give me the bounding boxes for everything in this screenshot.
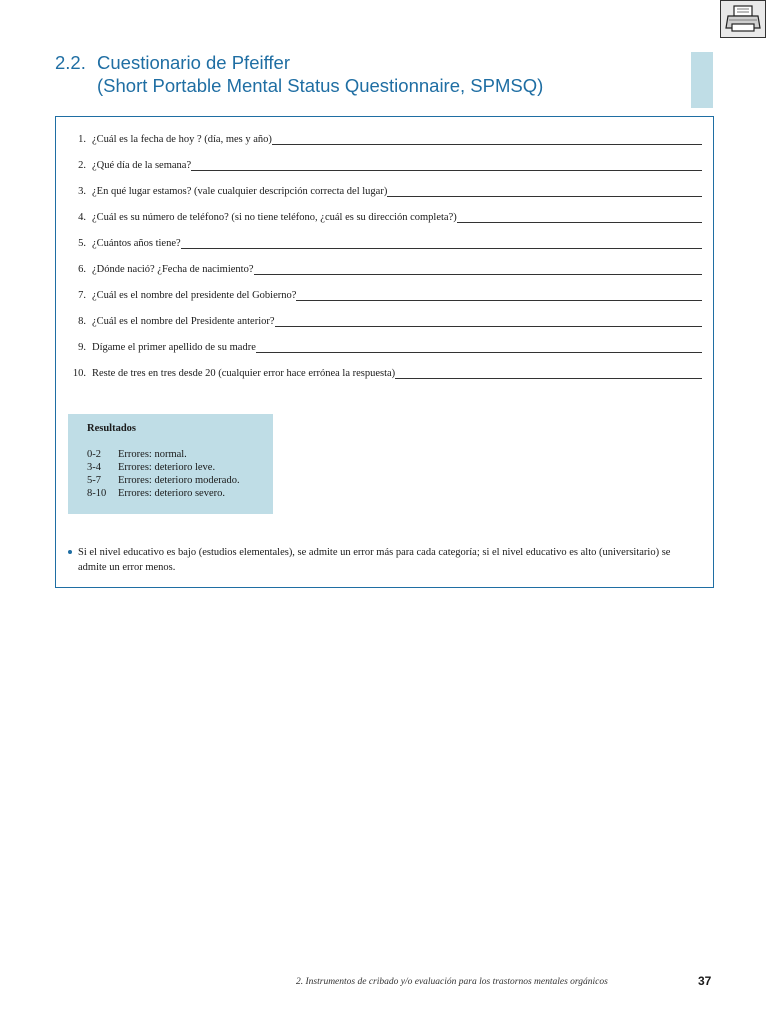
question-text: ¿Cuál es la fecha de hoy ? (día, mes y año) [92,134,272,145]
results-label: Errores: deterioro moderado. [118,475,240,486]
results-row [87,487,225,500]
answer-line[interactable] [181,248,702,249]
question-number: 2. [78,160,86,171]
results-panel [68,414,273,514]
question-item [56,157,713,173]
results-row [87,461,215,474]
results-label: Errores: deterioro severo. [118,488,225,499]
question-item [56,131,713,147]
footer-chapter: 2. Instrumentos de cribado y/o evaluación para los trastornos mentales orgánicos [296,977,608,987]
section-number: 2.2. [55,52,86,73]
results-heading: Resultados [87,423,137,434]
question-text: ¿Qué día de la semana? [92,160,192,171]
question-number: 7. [78,290,86,301]
question-text: Dígame el primer apellido de su madre [92,342,256,353]
answer-line[interactable] [254,274,702,275]
question-text: ¿Cuántos años tiene? [92,238,181,249]
printer-icon [724,4,762,34]
section-heading: Cuestionario de Pfeiffer [97,52,290,73]
question-item [56,209,713,225]
question-text: ¿Dónde nació? ¿Fecha de nacimiento? [92,264,254,275]
question-item [56,365,713,381]
results-range: 8-10 [87,488,107,499]
education-note [68,545,698,575]
question-item [56,287,713,303]
section-title [55,51,685,97]
answer-line[interactable] [395,378,702,379]
question-text: Reste de tres en tres desde 20 (cualquier error hace errónea la respuesta) [92,368,396,379]
question-item [56,235,713,251]
results-row [87,448,187,461]
answer-line[interactable] [296,300,702,301]
question-number: 6. [78,264,86,275]
results-row [87,474,240,487]
results-label: Errores: normal. [118,449,187,460]
accent-bar [691,52,713,108]
question-item [56,261,713,277]
answer-line[interactable] [275,326,702,327]
section-subtitle: (Short Portable Mental Status Questionnaire, SPMSQ) [97,75,544,96]
answer-line[interactable] [457,222,702,223]
question-item [56,313,713,329]
question-number: 10. [72,368,86,379]
results-label: Errores: deterioro leve. [118,462,216,473]
results-range: 5-7 [87,475,101,486]
answer-line[interactable] [272,144,702,145]
page-number: 37 [698,974,712,988]
question-text: ¿Cuál es su número de teléfono? (si no tiene teléfono, ¿cuál es su dirección completa?) [92,212,457,223]
print-button[interactable] [720,0,766,38]
note-text: Si el nivel educativo es bajo (estudios elementales), se admite un error más para cada categoría; si el nivel educativo es alto (universitario) se admite un error menos. [78,547,671,573]
question-number: 4. [78,212,86,223]
bullet-icon [68,550,72,554]
answer-line[interactable] [256,352,702,353]
question-item [56,339,713,355]
question-text: ¿Cuál es el nombre del presidente del Gobierno? [92,290,297,301]
results-range: 3-4 [87,462,101,473]
question-number: 5. [78,238,86,249]
question-number: 3. [78,186,86,197]
question-number: 8. [78,316,86,327]
question-number: 9. [78,342,86,353]
answer-line[interactable] [387,196,702,197]
question-item [56,183,713,199]
answer-line[interactable] [191,170,702,171]
questionnaire-box [55,116,714,588]
question-text: ¿Cuál es el nombre del Presidente anterior? [92,316,275,327]
results-range: 0-2 [87,449,101,460]
question-number: 1. [78,134,86,145]
question-text: ¿En qué lugar estamos? (vale cualquier descripción correcta del lugar) [92,186,388,197]
